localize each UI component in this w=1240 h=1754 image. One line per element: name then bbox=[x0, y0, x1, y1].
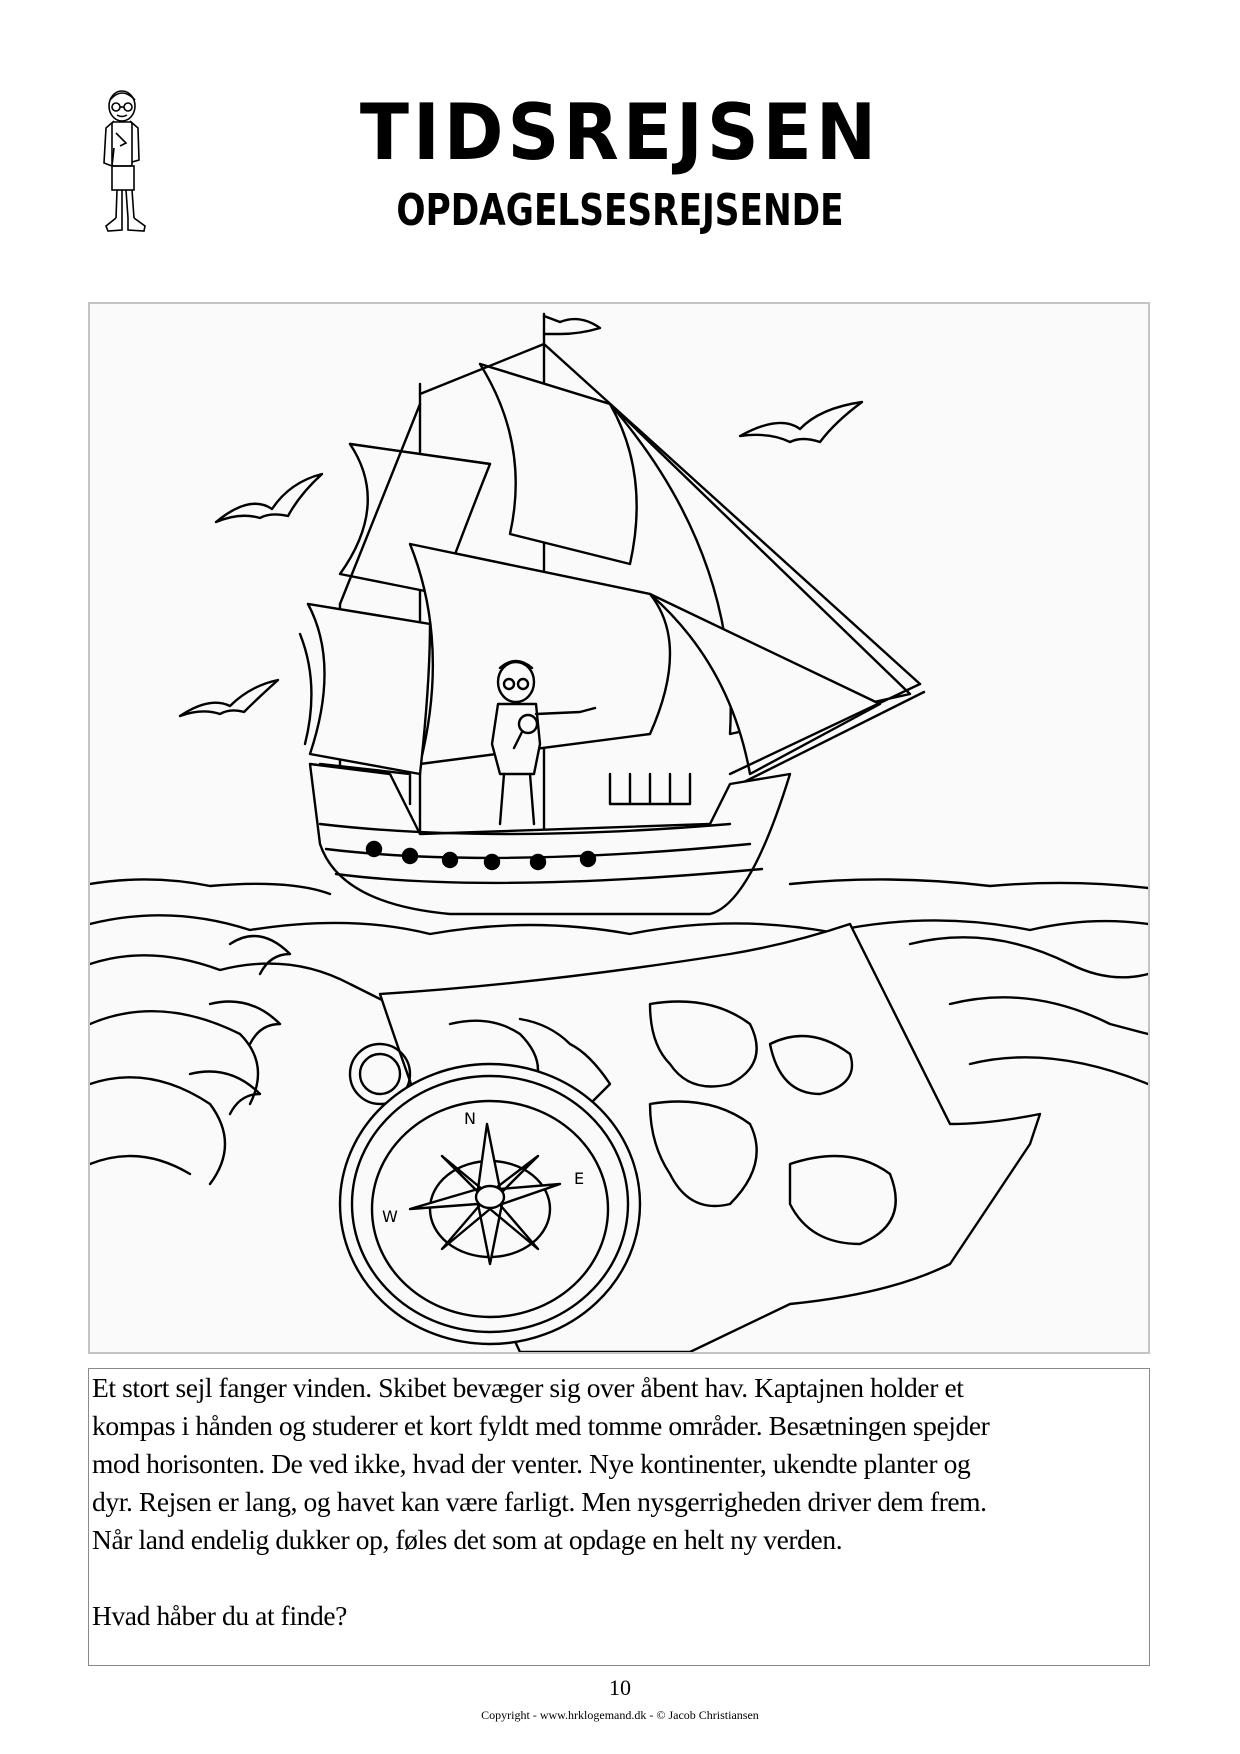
seagull-icon bbox=[180, 680, 278, 716]
page-header bbox=[0, 0, 1240, 290]
seagull-icon bbox=[740, 402, 862, 442]
story-textbox bbox=[88, 1368, 1150, 1666]
story-line: mod horisonten. De ved ikke, hvad der venter. Nye kontinenter, ukendte planter og bbox=[92, 1448, 971, 1479]
copyright-notice: Copyright - www.hrklogemand.dk - © Jacob Christiansen bbox=[481, 1708, 759, 1722]
page-number: 10 bbox=[609, 1675, 631, 1700]
compass-east-label: E bbox=[574, 1169, 585, 1188]
compass-north-label: N bbox=[464, 1109, 476, 1128]
story-question: Hvad håber du at finde? bbox=[92, 1600, 347, 1631]
story-line: dyr. Rejsen er lang, og havet kan være farligt. Men nysgerrigheden driver dem frem. bbox=[92, 1486, 987, 1517]
story-line: kompas i hånden og studerer et kort fyldt med tomme områder. Besætningen spejder bbox=[92, 1410, 990, 1441]
story-line: Et stort sejl fanger vinden. Skibet bevæger sig over åbent hav. Kaptajnen holder et bbox=[92, 1372, 964, 1403]
story-line: Når land endelig dukker op, føles det som at opdage en helt ny verden. bbox=[92, 1524, 843, 1555]
page-subtitle: OPDAGELSESREJSENDE bbox=[396, 185, 844, 236]
coloring-illustration bbox=[88, 302, 1150, 1354]
compass-west-label: W bbox=[382, 1207, 398, 1226]
story-paragraph bbox=[92, 1369, 1149, 1559]
ship-icon bbox=[300, 314, 924, 914]
seagull-icon bbox=[216, 474, 322, 522]
page-title: TIDSREJSEN bbox=[359, 86, 881, 178]
